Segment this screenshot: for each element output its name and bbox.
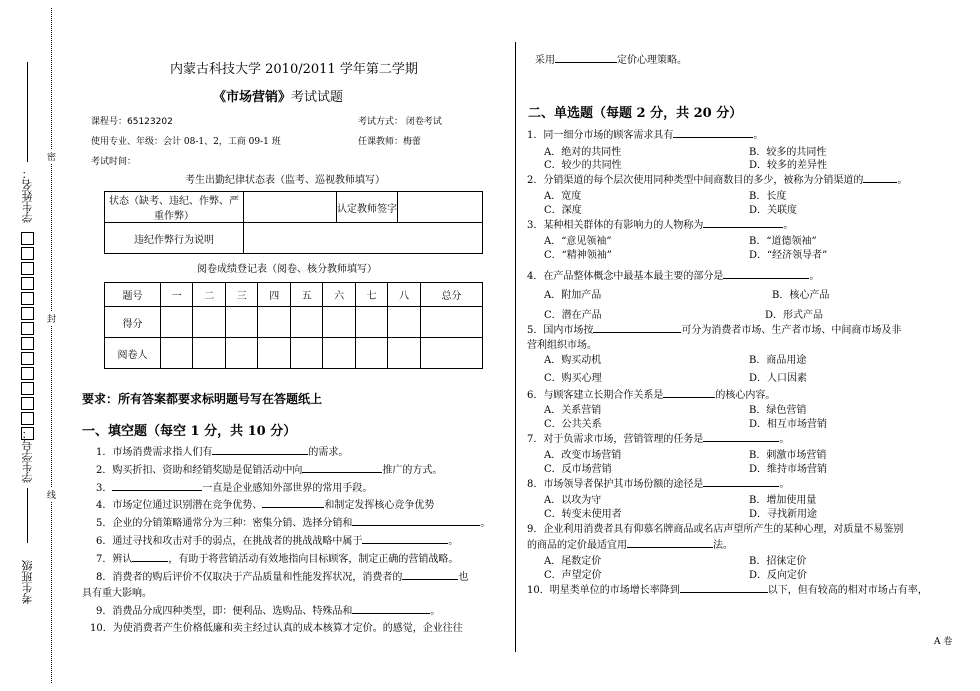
choice-question: 10．明星类单位的市场增长率降到 以下，但有较高的相对市场占有率， bbox=[527, 581, 957, 597]
carry-over-line: 采用 定价心理策略。 bbox=[535, 51, 687, 66]
answer-blank[interactable] bbox=[680, 582, 768, 593]
seal-char-feng: 封 bbox=[47, 312, 56, 325]
option[interactable]: A．改变市场营销 bbox=[544, 450, 622, 461]
answer-blank[interactable] bbox=[262, 497, 324, 508]
grader-cell[interactable] bbox=[290, 338, 322, 369]
confirm-teacher-cell[interactable] bbox=[398, 192, 483, 223]
grader-cell[interactable] bbox=[323, 338, 355, 369]
grader-cell[interactable] bbox=[388, 338, 420, 369]
section2-title: 二、单选题（每题 2 分，共 20 分） bbox=[528, 106, 743, 121]
score-header-cell: 八 bbox=[388, 283, 420, 307]
answer-blank[interactable] bbox=[703, 476, 779, 487]
subtitle-suffix: 考试试题 bbox=[291, 90, 344, 105]
exam-title: 内蒙古科技大学 2010/2011 学年第二学期 bbox=[170, 62, 418, 77]
choice-question: 7．对于负需求市场，营销管理的任务是 。 bbox=[527, 430, 957, 446]
answer-blank[interactable] bbox=[703, 217, 783, 228]
column-divider bbox=[515, 42, 516, 652]
option[interactable]: D．形式产品 bbox=[765, 310, 824, 321]
choice-question: 4．在产品整体概念中最基本最主要的部分是 。 bbox=[527, 267, 957, 286]
answer-blank[interactable] bbox=[593, 322, 681, 333]
answer-blank[interactable] bbox=[863, 172, 897, 183]
score-header-cell: 总分 bbox=[420, 283, 482, 307]
answer-blank[interactable] bbox=[302, 462, 382, 473]
option[interactable]: B．较多的共同性 bbox=[749, 147, 827, 158]
name-write-line[interactable] bbox=[27, 62, 28, 162]
option[interactable]: C．较少的共同性 bbox=[544, 160, 622, 171]
option[interactable]: B．“道德领袖” bbox=[749, 236, 817, 247]
grader-cell[interactable] bbox=[355, 338, 387, 369]
choice-question-continued: 营利组织市场。 bbox=[527, 340, 597, 351]
teacher: 任课教师：梅蕾 bbox=[358, 137, 422, 147]
option[interactable]: A．以攻为守 bbox=[544, 495, 602, 506]
option[interactable]: D．相互市场营销 bbox=[749, 419, 828, 430]
discipline-table bbox=[104, 191, 483, 254]
fill-question: 5．企业的分销策略通常分为三种：密集分销、选择分销和 。 bbox=[82, 515, 507, 533]
option[interactable]: D．反向定价 bbox=[749, 570, 808, 581]
score-header-cell: 六 bbox=[323, 283, 355, 307]
score-header-cell: 三 bbox=[225, 283, 257, 307]
answer-blank[interactable] bbox=[362, 533, 448, 544]
answer-blank[interactable] bbox=[703, 431, 779, 442]
fill-question: 7．辨认 ，有助于将营销活动有效地指向目标顾客，制定正确的营销战略。 bbox=[82, 551, 507, 569]
option[interactable]: D．关联度 bbox=[749, 205, 798, 216]
fill-question-continued: 具有重大影响。 bbox=[82, 588, 152, 600]
choice-questions bbox=[527, 126, 957, 597]
score-header-cell: 五 bbox=[290, 283, 322, 307]
score-table-caption: 阅卷成绩登记表（阅卷、核分教师填写） bbox=[197, 264, 377, 275]
option[interactable]: D．较多的差异性 bbox=[749, 160, 828, 171]
option[interactable]: B．长度 bbox=[749, 191, 787, 202]
status-cell[interactable] bbox=[244, 192, 337, 223]
grader-cell[interactable] bbox=[161, 338, 193, 369]
option[interactable]: D．维持市场营销 bbox=[749, 464, 828, 475]
answer-blank[interactable] bbox=[627, 537, 713, 548]
choice-question: 6．与顾客建立长期合作关系是 的核心内容。 bbox=[527, 386, 957, 401]
score-cell[interactable] bbox=[388, 307, 420, 338]
class-label: 考生班级 bbox=[21, 560, 34, 604]
score-cell[interactable] bbox=[258, 307, 290, 338]
answer-blank[interactable] bbox=[663, 387, 715, 398]
option[interactable]: B．绿色营销 bbox=[749, 405, 807, 416]
choice-question: 2．分销渠道的每个层次使用同种类型中间商数目的多少，被称为分销渠道的 。 bbox=[527, 171, 957, 187]
option[interactable]: D．“经济领导者” bbox=[749, 250, 828, 261]
grader-cell[interactable] bbox=[420, 338, 482, 369]
choice-question-continued: 的商品的定价最适宜用 法。 bbox=[527, 536, 957, 552]
option[interactable]: C．深度 bbox=[544, 205, 582, 216]
score-cell[interactable] bbox=[193, 307, 225, 338]
answer-blank[interactable] bbox=[132, 551, 168, 562]
answer-blank[interactable] bbox=[112, 480, 202, 491]
fill-question: 3． 一直是企业感知外部世界的常用手段。 bbox=[82, 480, 507, 498]
option[interactable]: B．增加使用量 bbox=[749, 495, 817, 506]
student-id-boxes[interactable] bbox=[21, 232, 34, 442]
option[interactable]: A．关系营销 bbox=[544, 405, 602, 416]
option[interactable]: C．购买心理 bbox=[544, 373, 602, 384]
option[interactable]: C．潜在产品 bbox=[544, 310, 602, 321]
student-name-label: 学生姓名： bbox=[21, 168, 34, 223]
score-cell[interactable] bbox=[355, 307, 387, 338]
score-header-cell: 二 bbox=[193, 283, 225, 307]
fill-in-questions bbox=[82, 444, 507, 638]
choice-question: 1．同一细分市场的顾客需求具有 。 bbox=[527, 126, 957, 143]
exam-subtitle bbox=[213, 86, 343, 105]
choice-question: 3．某种相关群体的有影响力的人物称为 。 bbox=[527, 216, 957, 232]
requirement: 要求：所有答案都要求标明题号写在答题纸上 bbox=[82, 392, 323, 406]
grader-cell[interactable] bbox=[258, 338, 290, 369]
id-write-line[interactable] bbox=[27, 488, 28, 543]
option[interactable]: B．核心产品 bbox=[772, 290, 830, 301]
course-name: 《市场营销》 bbox=[213, 90, 292, 105]
score-header-cell: 一 bbox=[161, 283, 193, 307]
student-id-label: 学生学号： bbox=[21, 428, 34, 483]
violation-label: 违纪作弊行为说明 bbox=[105, 223, 244, 254]
option[interactable]: C．“精神领袖” bbox=[544, 250, 612, 261]
fill-question: 4．市场定位通过识别潜在竞争优势、 和制定发挥核心竞争优势 bbox=[82, 497, 507, 515]
fill-question: 2．购买折扣、资助和经销奖励是促销活动中向 推广的方式。 bbox=[82, 462, 507, 480]
major-grade: 使用专业、年级：会计 08-1、2，工商 09-1 班 bbox=[91, 137, 281, 147]
option[interactable]: A．“意见领袖” bbox=[544, 236, 612, 247]
option[interactable]: C．反市场营销 bbox=[544, 464, 612, 475]
answer-blank[interactable] bbox=[723, 268, 809, 279]
grader-cell[interactable] bbox=[193, 338, 225, 369]
grader-row-label: 阅卷人 bbox=[105, 338, 161, 369]
paper-version: A 卷 bbox=[934, 637, 953, 647]
score-cell[interactable] bbox=[161, 307, 193, 338]
score-header-cell: 四 bbox=[258, 283, 290, 307]
exam-time: 考试时间： bbox=[91, 157, 137, 167]
option[interactable]: D．人口因素 bbox=[749, 373, 808, 384]
choice-question: 8．市场领导者保护其市场份额的途径是 。 bbox=[527, 475, 957, 491]
violation-cell[interactable] bbox=[244, 223, 483, 254]
option[interactable]: C．转变未使用者 bbox=[544, 509, 622, 520]
grader-cell[interactable] bbox=[225, 338, 257, 369]
score-cell[interactable] bbox=[323, 307, 355, 338]
option[interactable]: B．招徕定价 bbox=[749, 556, 807, 567]
choice-question: 9．企业利用消费者具有仰慕名牌商品或名店声望所产生的某种心理，对质量不易鉴别 bbox=[527, 524, 904, 535]
score-table bbox=[104, 282, 483, 369]
discipline-table-caption: 考生出勤纪律状态表（监考、巡视教师填写） bbox=[185, 175, 385, 186]
option[interactable]: A．绝对的共同性 bbox=[544, 147, 622, 158]
confirm-teacher-label: 认定教师签字 bbox=[337, 192, 398, 223]
score-cell[interactable] bbox=[420, 307, 482, 338]
fill-question: 10．为使消费者产生价格低廉和卖主经过认真的成本核算才定价。的感觉，企业往往 bbox=[90, 622, 463, 634]
option[interactable]: A．购买动机 bbox=[544, 355, 602, 366]
option[interactable]: B．商品用途 bbox=[749, 355, 807, 366]
exam-method: 考试方式： 闭卷考试 bbox=[358, 117, 442, 127]
option[interactable]: C．公共关系 bbox=[544, 419, 602, 430]
course-number: 课程号：65123202 bbox=[91, 117, 173, 127]
binding-dotted-line bbox=[51, 8, 52, 683]
score-header-cell: 题号 bbox=[105, 283, 161, 307]
answer-blank[interactable] bbox=[212, 444, 308, 455]
fill-question: 9．消费品分成四种类型，即：便利品、选购品、特殊品和 。 bbox=[82, 603, 507, 621]
status-label: 状态（缺考、违纪、作弊、严重作弊） bbox=[105, 192, 244, 223]
answer-blank[interactable] bbox=[555, 52, 617, 63]
answer-blank[interactable] bbox=[402, 569, 458, 580]
option[interactable]: A．尾数定价 bbox=[544, 556, 602, 567]
fill-question: 1．市场消费需求指人们有 的需求。 bbox=[82, 444, 507, 462]
score-cell[interactable] bbox=[290, 307, 322, 338]
option[interactable]: C．声望定价 bbox=[544, 570, 602, 581]
option[interactable]: A．宽度 bbox=[544, 191, 582, 202]
score-cell[interactable] bbox=[225, 307, 257, 338]
choice-question: 5．国内市场按 可分为消费者市场、生产者市场、中间商市场及非 bbox=[527, 321, 957, 336]
answer-blank[interactable] bbox=[352, 603, 430, 614]
score-header-cell: 七 bbox=[355, 283, 387, 307]
option[interactable]: D．寻找新用途 bbox=[749, 509, 818, 520]
seal-char-mi: 密 bbox=[47, 150, 56, 163]
fill-question: 6．通过寻找和攻击对手的弱点，在挑战者的挑战战略中属于 。 bbox=[82, 533, 507, 551]
section1-title: 一、填空题（每空 1 分，共 10 分） bbox=[82, 424, 297, 439]
fill-question: 8．消费者的购后评价不仅取决于产品质量和性能发挥状况，消费者的 也 bbox=[82, 569, 507, 587]
answer-blank[interactable] bbox=[673, 127, 753, 138]
answer-blank[interactable] bbox=[352, 515, 480, 526]
option[interactable]: B．刺激市场营销 bbox=[749, 450, 827, 461]
seal-char-xian: 线 bbox=[47, 488, 56, 501]
option[interactable]: A．附加产品 bbox=[544, 290, 602, 301]
score-row-label: 得分 bbox=[105, 307, 161, 338]
